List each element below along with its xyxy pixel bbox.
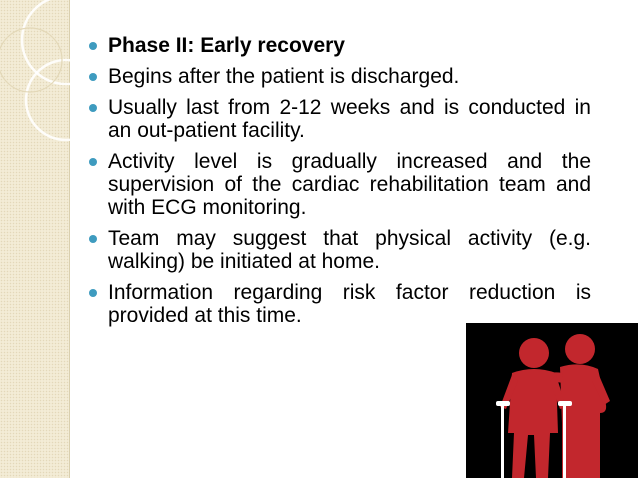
bullet-text: Phase II: Early recovery — [108, 34, 345, 57]
slide-content — [88, 34, 591, 335]
bullet-dot-icon — [89, 158, 97, 166]
bullet-text: Begins after the patient is discharged. — [108, 65, 460, 88]
person-assisting-patient-with-crutches-icon — [466, 323, 638, 478]
bullet-item — [88, 150, 591, 219]
decorative-circles-icon — [0, 0, 70, 478]
bullet-dot-icon — [89, 104, 97, 112]
bullet-text: Information regarding risk factor reduction is provided at this time. — [108, 281, 591, 327]
bullet-item — [88, 281, 591, 327]
bullet-text: Team may suggest that physical activity (e.g. walking) be initiated at home. — [108, 227, 591, 273]
bullet-item — [88, 65, 591, 88]
decorative-sidebar — [0, 0, 70, 478]
bullet-item — [88, 34, 591, 57]
bullet-dot-icon — [89, 235, 97, 243]
bullet-dot-icon — [89, 42, 97, 50]
bullet-item — [88, 227, 591, 273]
bullet-text: Activity level is gradually increased and the supervision of the cardiac rehabilitation team and with ECG monitoring. — [108, 150, 591, 219]
rehabilitation-illustration — [466, 323, 638, 478]
bullet-dot-icon — [89, 289, 97, 297]
bullet-item — [88, 96, 591, 142]
bullet-text: Usually last from 2-12 weeks and is conducted in an out-patient facility. — [108, 96, 591, 142]
bullet-dot-icon — [89, 73, 97, 81]
